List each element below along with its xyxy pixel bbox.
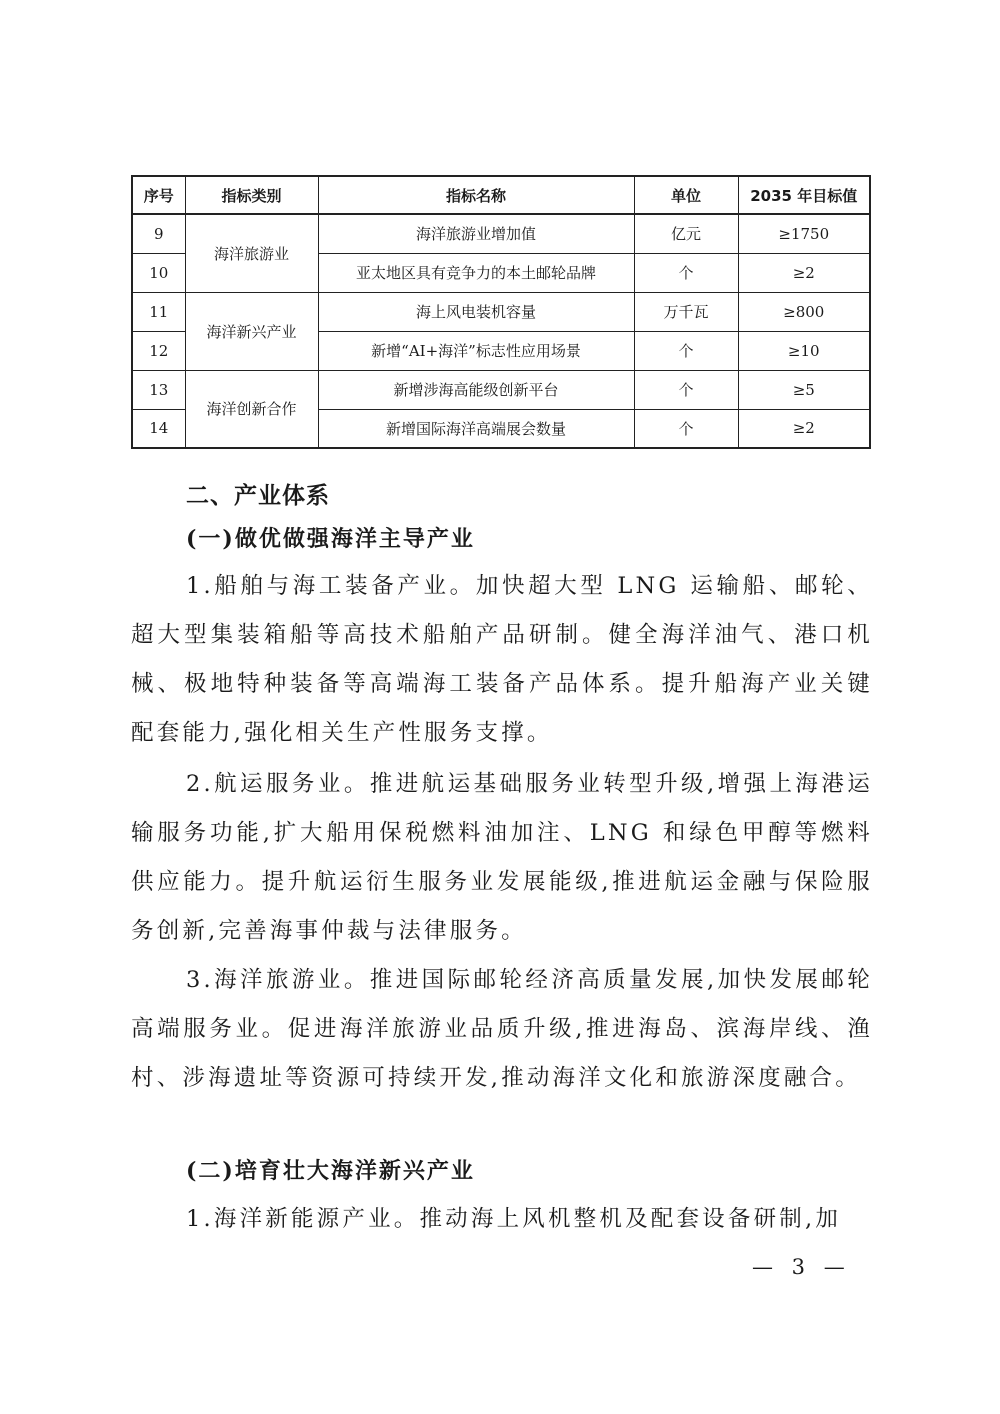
table-row xyxy=(132,292,870,331)
row-no: 9 xyxy=(132,214,185,253)
row-unit: 个 xyxy=(634,370,738,409)
row-category: 海洋创新合作 xyxy=(185,370,318,448)
subsection-title: (一)做优做强海洋主导产业 xyxy=(186,526,475,552)
table-row xyxy=(132,214,870,253)
paragraph: 1.海洋新能源产业。推动海上风机整机及配套设备研制,加 xyxy=(186,1206,842,1232)
row-no: 14 xyxy=(132,409,185,448)
row-name: 亚太地区具有竞争力的本土邮轮品牌 xyxy=(318,253,634,292)
row-name: 新增涉海高能级创新平台 xyxy=(318,370,634,409)
subsection-title: (二)培育壮大海洋新兴产业 xyxy=(186,1158,475,1184)
row-no: 11 xyxy=(132,292,185,331)
row-unit: 万千瓦 xyxy=(634,292,738,331)
header-no: 序号 xyxy=(132,176,185,214)
row-no: 12 xyxy=(132,331,185,370)
page-number: — 3 — xyxy=(752,1255,851,1279)
header-unit: 单位 xyxy=(634,176,738,214)
row-name: 新增“AI+海洋”标志性应用场景 xyxy=(318,331,634,370)
header-target: 2035 年目标值 xyxy=(738,176,870,214)
section-title: 二、产业体系 xyxy=(186,483,330,509)
row-target: ≥2 xyxy=(738,409,870,448)
row-unit: 个 xyxy=(634,409,738,448)
row-category: 海洋旅游业 xyxy=(185,214,318,292)
row-unit: 个 xyxy=(634,253,738,292)
row-target: ≥1750 xyxy=(738,214,870,253)
paragraph: 3.海洋旅游业。推进国际邮轮经济高质量发展,加快发展邮轮高端服务业。促进海洋旅游业品质升级,推进海岛、滨海岸线、渔村、涉海遗址等资源可持续开发,推动海洋文化和旅游深度融合。 xyxy=(131,967,873,1091)
row-target: ≥10 xyxy=(738,331,870,370)
table-row xyxy=(132,370,870,409)
row-name: 海洋旅游业增加值 xyxy=(318,214,634,253)
row-target: ≥800 xyxy=(738,292,870,331)
row-unit: 个 xyxy=(634,331,738,370)
table-header-row xyxy=(132,176,870,214)
paragraph: 2.航运服务业。推进航运基础服务业转型升级,增强上海港运输服务功能,扩大船用保税燃料油加注、LNG 和绿色甲醇等燃料供应能力。提升航运衍生服务业发展能级,推进航运金融与保险服务创新,完善海事仲裁与法律服务。 xyxy=(131,771,873,944)
row-target: ≥5 xyxy=(738,370,870,409)
row-name: 海上风电装机容量 xyxy=(318,292,634,331)
header-category: 指标类别 xyxy=(185,176,318,214)
row-name: 新增国际海洋高端展会数量 xyxy=(318,409,634,448)
row-category: 海洋新兴产业 xyxy=(185,292,318,370)
paragraph: 1.船舶与海工装备产业。加快超大型 LNG 运输船、邮轮、超大型集装箱船等高技术船舶产品研制。健全海洋油气、港口机械、极地特种装备等高端海工装备产品体系。提升船海产业关键配套能力,强化相关生产性服务支撑。 xyxy=(131,573,873,746)
row-no: 13 xyxy=(132,370,185,409)
indicator-table xyxy=(131,175,871,449)
row-no: 10 xyxy=(132,253,185,292)
row-target: ≥2 xyxy=(738,253,870,292)
row-unit: 亿元 xyxy=(634,214,738,253)
header-name: 指标名称 xyxy=(318,176,634,214)
